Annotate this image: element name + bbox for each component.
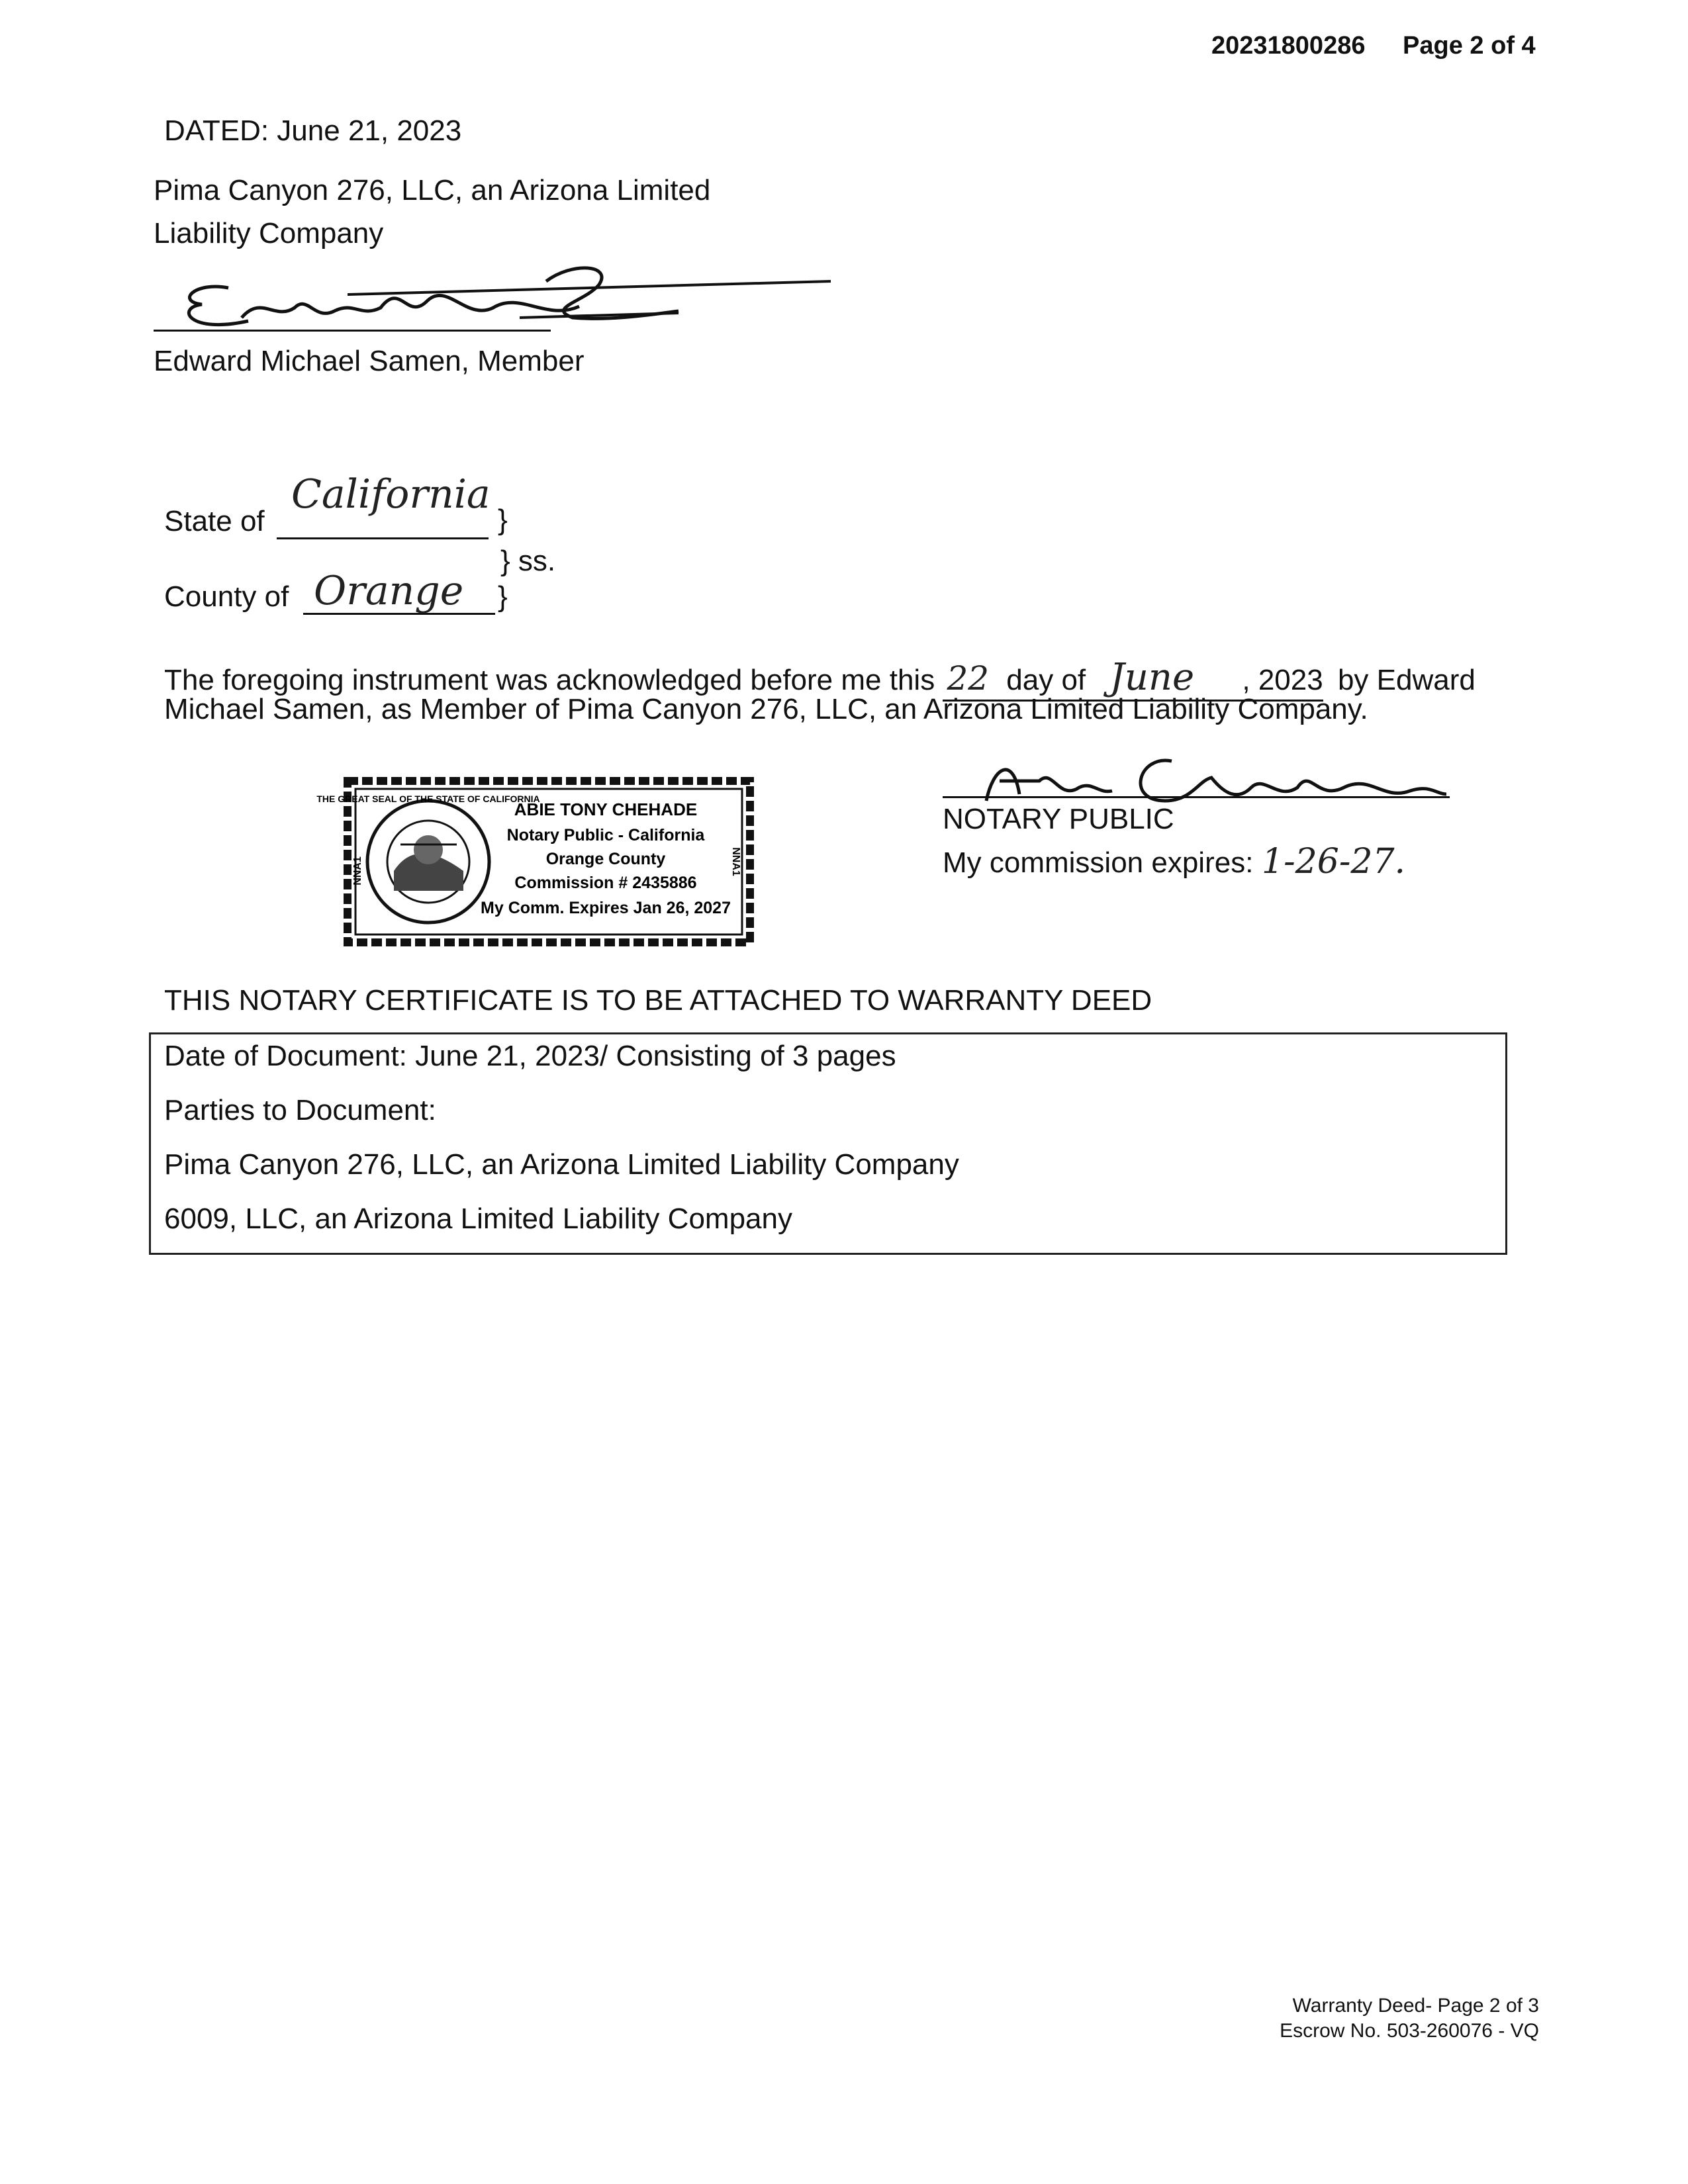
seal-ring-text: THE GREAT SEAL OF THE STATE OF CALIFORNIA	[316, 794, 540, 804]
notary-public-label: NOTARY PUBLIC	[943, 803, 1174, 835]
grantor-line-2: Liability Company	[154, 217, 384, 250]
stamp-name: ABIE TONY CHEHADE	[514, 799, 698, 819]
county-label: County of	[164, 580, 289, 613]
certificate-row-party-2: 6009, LLC, an Arizona Limited Liability Company	[164, 1203, 792, 1235]
side-text-left: NNA1	[352, 856, 363, 886]
grantor-signature	[149, 255, 837, 341]
county-value: Orange	[314, 568, 464, 614]
ack-year: , 2023	[1242, 664, 1323, 696]
certificate-box	[149, 1032, 1507, 1255]
grantor-signature-line	[154, 330, 551, 332]
grantor-signer-name: Edward Michael Samen, Member	[154, 345, 585, 377]
footer	[1280, 1995, 1539, 2042]
stamp-expires: My Comm. Expires Jan 26, 2027	[481, 899, 731, 917]
certificate-row-party-1: Pima Canyon 276, LLC, an Arizona Limited Liability Company	[164, 1148, 959, 1181]
page-indicator: Page 2 of 4	[1403, 32, 1536, 60]
state-seal-icon	[367, 801, 489, 923]
state-value: California	[291, 471, 491, 518]
ack-suffix: by Edward	[1337, 664, 1476, 696]
state-label: State of	[164, 505, 265, 537]
ss-label: } ss.	[500, 545, 556, 577]
notary-stamp	[316, 772, 758, 952]
grantor-line-1: Pima Canyon 276, LLC, an Arizona Limited	[154, 174, 711, 206]
footer-line-2: Escrow No. 503-260076 - VQ	[1280, 2020, 1539, 2042]
commission-expires-value: 1-26-27.	[1262, 842, 1406, 882]
side-text-right: NNA1	[730, 847, 741, 876]
ack-day-value: 22	[947, 659, 990, 698]
certificate-row-date: Date of Document: June 21, 2023/ Consisting of 3 pages	[164, 1040, 896, 1072]
stamp-title: Notary Public - California	[506, 826, 705, 844]
commission-expires-label: My commission expires:	[943, 846, 1254, 879]
county-brace: }	[498, 580, 508, 613]
dated-line: DATED: June 21, 2023	[164, 114, 462, 147]
acknowledgment-line-2: Michael Samen, as Member of Pima Canyon 276, LLC, an Arizona Limited Liability Company.	[164, 693, 1368, 725]
notary-signature-line	[943, 796, 1450, 798]
state-brace: }	[498, 504, 508, 536]
ack-month-value: June	[1109, 656, 1195, 699]
state-fill-line	[277, 537, 489, 539]
county-fill-line	[303, 613, 495, 615]
ack-prefix: The foregoing instrument was acknowledged before me this	[164, 664, 935, 696]
document-number: 20231800286	[1211, 32, 1366, 60]
recording-header	[1211, 32, 1536, 60]
stamp-county: Orange County	[545, 850, 666, 868]
footer-line-1: Warranty Deed- Page 2 of 3	[1292, 1995, 1539, 2017]
stamp-commission: Commission # 2435886	[514, 874, 697, 892]
certificate-heading: THIS NOTARY CERTIFICATE IS TO BE ATTACHED TO WARRANTY DEED	[164, 984, 1152, 1017]
certificate-row-parties-label: Parties to Document:	[164, 1094, 436, 1126]
ack-day-of: day of	[1006, 664, 1086, 696]
